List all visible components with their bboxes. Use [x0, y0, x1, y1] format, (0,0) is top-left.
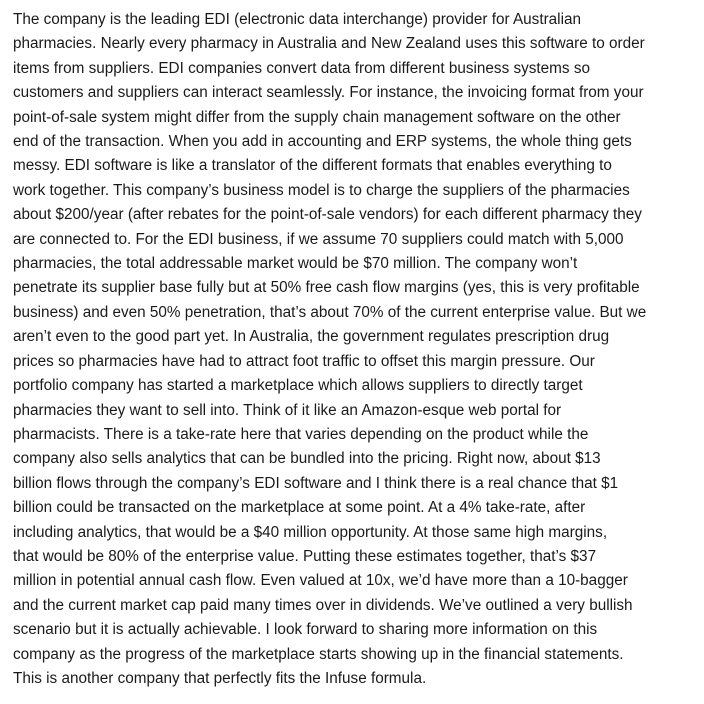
paragraph-line: scenario but it is actually achievable. I look forward to sharing more information on this	[13, 621, 598, 639]
paragraph-line: aren’t even to the good part yet. In Australia, the government regulates prescription drug	[13, 328, 610, 346]
paragraph-line: million in potential annual cash flow. Even valued at 10x, we’d have more than a 10-bagger	[13, 572, 628, 590]
paragraph-line: about $200/year (after rebates for the point-of-sale vendors) for each different pharmacy they	[13, 206, 642, 224]
paragraph-line: items from suppliers. EDI companies convert data from different business systems so	[13, 59, 590, 77]
paragraph-line: prices so pharmacies have had to attract foot traffic to offset this margin pressure. Our	[13, 352, 595, 370]
paragraph-line: messy. EDI software is like a translator of the different formats that enables everything to	[13, 157, 612, 175]
paragraph-line: penetrate its supplier base fully but at 50% free cash flow margins (yes, this is very profitable	[13, 279, 640, 297]
paragraph-line: pharmacies, the total addressable market would be $70 million. The company won’t	[13, 255, 578, 273]
paragraph-line: billion could be transacted on the marketplace at some point. At a 4% take-rate, after	[13, 499, 586, 517]
paragraph-line: customers and suppliers can interact seamlessly. For instance, the invoicing format from your	[13, 84, 644, 102]
paragraph-line: work together. This company’s business model is to charge the suppliers of the pharmacies	[13, 181, 630, 199]
paragraph-line: company also sells analytics that can be bundled into the pricing. Right now, about $13	[13, 450, 601, 468]
paragraph-line: billion flows through the company’s EDI software and I think there is a real chance that $1	[13, 474, 619, 492]
paragraph-line: portfolio company has started a marketplace which allows suppliers to directly target	[13, 377, 583, 395]
paragraph-line: are connected to. For the EDI business, if we assume 70 suppliers could match with 5,000	[13, 230, 624, 248]
paragraph-line: The company is the leading EDI (electronic data interchange) provider for Australian	[13, 11, 581, 28]
paragraph-line: including analytics, that would be a $40 million opportunity. At those same high margins,	[13, 523, 608, 541]
paragraph-line: that would be 80% of the enterprise value. Putting these estimates together, that’s $37	[13, 547, 597, 565]
paragraph-line: This is another company that perfectly fits the Infuse formula.	[13, 669, 427, 687]
paragraph-line: pharmacies. Nearly every pharmacy in Australia and New Zealand uses this software to order	[13, 35, 645, 53]
body-paragraph	[13, 8, 690, 691]
paragraph-line: pharmacists. There is a take-rate here that varies depending on the product while the	[13, 425, 589, 443]
paragraph-line: end of the transaction. When you add in accounting and ERP systems, the whole thing gets	[13, 133, 632, 151]
paragraph-line: business) and even 50% penetration, that’s about 70% of the current enterprise value. But we	[13, 303, 647, 321]
paragraph-line: company as the progress of the marketplace starts showing up in the financial statements.	[13, 645, 624, 663]
paragraph-line: pharmacies they want to sell into. Think of it like an Amazon-esque web portal for	[13, 401, 562, 419]
paragraph-line: point-of-sale system might differ from the supply chain management software on the other	[13, 108, 621, 126]
paragraph-line: and the current market cap paid many times over in dividends. We’ve outlined a very bullish	[13, 596, 633, 614]
